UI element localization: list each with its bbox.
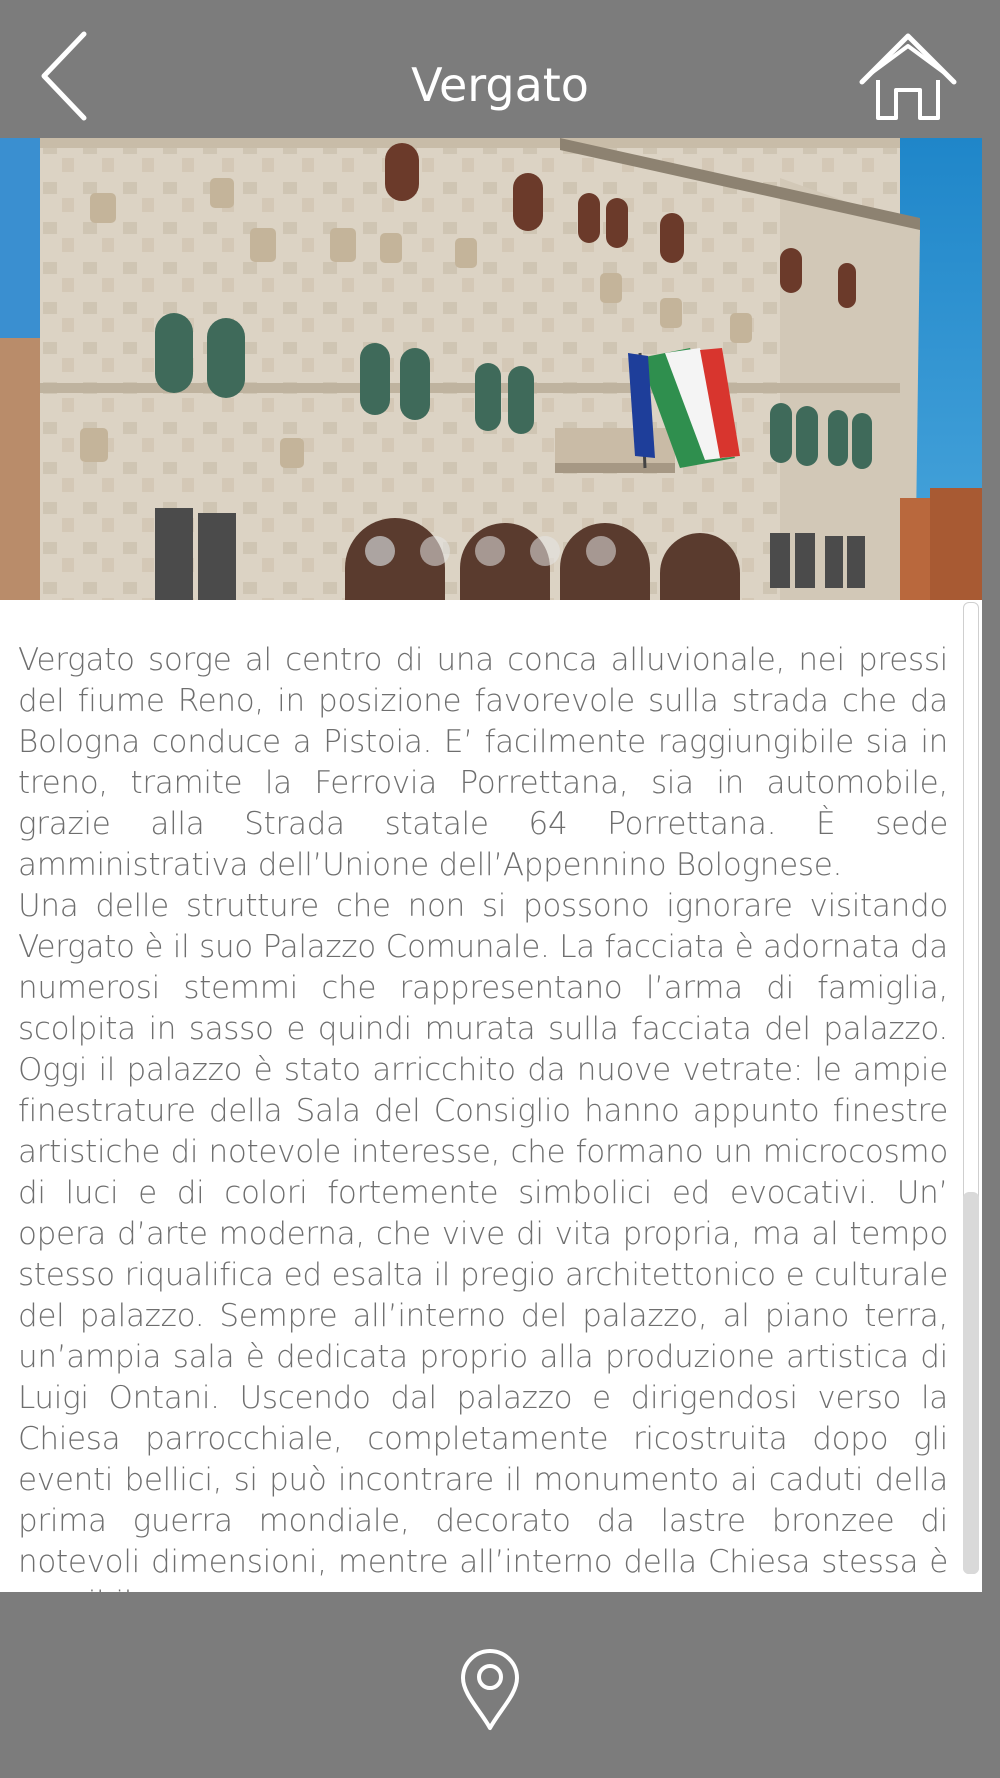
gallery-pagination <box>0 536 982 566</box>
gallery-dot[interactable] <box>530 536 560 566</box>
top-bar <box>0 0 1000 138</box>
back-button[interactable] <box>38 30 98 122</box>
home-icon <box>858 30 958 122</box>
map-button[interactable] <box>458 1648 522 1732</box>
chevron-left-icon <box>38 30 98 122</box>
content-area <box>0 138 982 1592</box>
palazzo-comunale-photo <box>0 138 982 600</box>
map-pin-icon <box>458 1648 522 1732</box>
page-title: Vergato <box>411 58 589 112</box>
description-scroll-area[interactable] <box>18 640 948 1592</box>
scrollbar-thumb[interactable] <box>963 1192 979 1574</box>
gallery-dot[interactable] <box>420 536 450 566</box>
gallery-dot[interactable] <box>365 536 395 566</box>
right-edge-bar <box>982 0 1000 1778</box>
gallery-dot[interactable] <box>475 536 505 566</box>
home-button[interactable] <box>858 30 958 122</box>
gallery-dot[interactable] <box>586 536 616 566</box>
image-gallery[interactable] <box>0 138 982 600</box>
description-text: Vergato sorge al centro di una conca alluvionale, nei pressi del fiume Reno, in posizione favorevole sulla strada che da Bologna conduce a Pistoia. E’ facilmente raggiungibile sia in treno, tramite la Ferrovia Porrettana, sia in automobile, grazie alla Strada statale 64 Porrettana. È sede amministrativa dell’Unione dell’Appennino Bolognese. Una delle strutture che non si possono ignorare visitando Vergato è il suo Palazzo Comunale. La facciata è adornata da numerosi stemmi che rappresentano l’arma di famiglia, scolpita in sasso e quindi murata sulla facciata del palazzo. Oggi il palazzo è stato arricchito da nuove vetrate: le ampie finestrature della Sala del Consiglio hanno appunto finestre artistiche di notevole interesse, che formano un microcosmo di luci e di colori fortemente simbolici ed evocativi. Un’ opera d’arte moderna, che vive di vita propria, ma al tempo stesso riqualifica ed esalta il pregio architettonico e culturale del palazzo. Sempre all’interno del palazzo, al piano terra, un’ampia sala è dedicata proprio alla produzione artistica di Luigi Ontani. Uscendo dal palazzo e dirigendosi verso la Chiesa parrocchiale, completamente ricostruita dopo gli eventi bellici, si può incontrare il monumento ai caduti della prima guerra mondiale, decorato da lastre bronzee di notevoli dimensioni, mentre all’interno della Chiesa stessa è <box>18 642 948 1580</box>
